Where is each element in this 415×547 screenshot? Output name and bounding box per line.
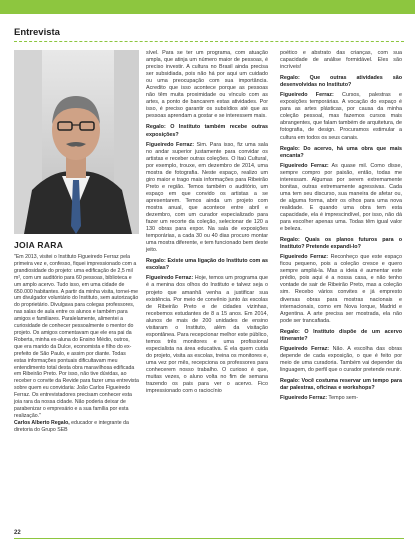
sidebar-box	[14, 240, 139, 434]
interview-question: Regalo: Que outras atividades são desenvolvidas no Instituto?	[280, 75, 402, 89]
interview-question: Regalo: O Instituto dispõe de um acervo itinerante?	[280, 328, 402, 342]
answer-text: Tempo sem-	[327, 395, 359, 402]
sidebar-signature-role: educador e integrante da diretoria do Grupo SEB	[14, 419, 129, 433]
answer-text: sível. Para se ter um programa, com atuação ampla, que atinja um número maior de pessoas, é preciso investir. A cultura no Brasil ainda precisa ser subsidiada, pois não há por aqui um cuidado ou uma preocupação com sua importância. Acredito que isso acontece porque as pessoas não têm muita proximidade ou vínculo com as artes, a ponto de bancarem estas atividades. Por isso, é preciso garantir os subsídios até que as pessoas aprendam a gostar e se interessem mais.	[146, 50, 268, 120]
interview-question: Regalo: Quais os planos futuros para o Instituto? Pretende expandi-lo?	[280, 237, 402, 251]
interview-answer	[280, 395, 402, 402]
interview-answer	[280, 163, 402, 233]
interview-question: Regalo: Do acervo, há uma obra que mais encanta?	[280, 145, 402, 159]
answer-text: As quase mil. Como disse, sempre compro por paixão, então, todas me interessam. Algumas por serem extremamente bonitas, outras extremamente agressivas. Cada uma tem seu discurso, sua maneira de afetar ou, de alguma forma, abrir os olhos para uma nova realidade. E quando uma obra tem esta capacidade, ela é imprescindível, por isso, não dá para escolher apenas uma. Todas têm igual valor e beleza.	[280, 162, 402, 233]
interview-answer	[280, 346, 402, 374]
interview-answer	[146, 142, 268, 255]
speaker-name: Figueiredo Ferraz:	[146, 275, 194, 282]
interview-answer	[280, 92, 402, 141]
answer-text: Sim. Para isso, fiz uma sala no andar superior justamente para convidar os artistas e receber outras coleções. O Itaú Cultural, por exemplo, trouxe, em dezembro de 2014, uma mostra de fotografia. Neste espaço, realizo um giro maior e trago mais informações para Ribeirão Preto e região. Temos também o auditório, um espaço em que convido os artistas a se apresentarem. Temos ainda um projeto com mostra anual, que acontece entre abril e dezembro, com um curador especializado para fazer um recorte da coleção, selecionar de 120 a 130 obras para expor. Na sala de exposições temporárias, a cada 30 ou 40 dias procuro montar uma mostra diferente, e tem funcionado bem deste jeito.	[146, 141, 268, 254]
sidebar-body	[14, 254, 139, 434]
speaker-name: Figueiredo Ferraz:	[280, 254, 329, 261]
interview-question: Regalo: Você costuma reservar um tempo para dar palestras, oficinas e workshops?	[280, 377, 402, 392]
interview-question: Regalo: Existe uma ligação do Instituto com as escolas?	[146, 258, 268, 272]
interview-answer	[146, 50, 268, 120]
speaker-name: Figueiredo Ferraz:	[146, 141, 195, 148]
interview-answer	[280, 50, 402, 71]
page-number: 22	[14, 530, 21, 536]
sidebar-title: JOIA RARA	[14, 240, 64, 250]
article-column-3	[280, 50, 402, 405]
speaker-name: Figueiredo Ferraz:	[280, 395, 328, 402]
footer-divider	[14, 538, 404, 539]
speaker-name: Figueiredo Ferraz:	[280, 345, 330, 352]
answer-text: Reconheço que este espaço ficou pequeno, pois a coleção cresce e quero sempre ampliá-la. Mas a ideia é aumentar este prédio, pois aqui é a nossa casa, e não tenho vontade de sair de Ribeirão Preto, mas a coleção sim. Recebo vários convites e já empresto diversas obras para mostras nacionais e internacionais, como em Nova Iorque, Madrid e Argentina. A arte precisa ser mostrada, ela não pode ser trancafiada.	[280, 254, 402, 324]
answer-text: Hoje, temos um programa que é a menina dos olhos do Instituto e talvez seja o projeto que amanhã venha a justificar sua existência. Por meio de convênio junto às escolas de Ribeirão Preto e de cidades vizinhas, recebemos estudantes de 8 a 15 anos. Em 2014, alunos de mais de 200 unidades de ensino visitaram o Instituto, além da visitação espontânea. Para recepcionar melhor este público, temos três monitores e uma profissional especialista na área educativa. É ela quem cuida do projeto, visita as escolas, treina os monitores e, uma vez por mês, recepciona os professores para conhecerem nosso trabalho. O curioso é que, muitas vezes, o aluno volta no fim de semana trazendo os pais para ver o acervo. Fico impressionado com o raciocínio	[146, 275, 268, 395]
section-title: Entrevista	[14, 27, 60, 38]
top-accent-bar	[0, 0, 415, 14]
article-column-2	[146, 50, 268, 398]
interview-answer	[146, 275, 268, 395]
speaker-name: Figueiredo Ferraz:	[280, 162, 329, 169]
header-divider	[14, 41, 404, 42]
answer-text: poético e abstrato das crianças, com sua capacidade de análise formidável. Eles são incríveis!	[280, 50, 402, 71]
interview-answer	[280, 254, 402, 324]
answer-text: Cursos, palestras e exposições temporárias. A vocação do espaço é para as artes plásticas, por causa da minha coleção pessoal, mas fazemos cursos mais abrangentes, que falam também de arquitetura, de fotografia, de design. Procuramos estimular a cultura em todos os seus canais.	[280, 92, 403, 141]
interview-question: Regalo: O Instituto também recebe outras exposições?	[146, 124, 268, 138]
speaker-name: Figueiredo Ferraz:	[280, 92, 334, 99]
portrait-photo	[14, 50, 139, 234]
answer-text: Não. A escolha das obras depende de cada exposição, o que é feito por meio de uma curadoria. Também vai depender da linguagem, do perfil que o curador pretende reunir.	[280, 345, 402, 373]
sidebar-signature: Carlos Alberto Regalo,	[14, 419, 70, 426]
sidebar-quote: "Em 2013, visitei o Instituto Figueiredo Ferraz pela primeira vez e, confesso, fiquei impressionado com a grandiosidade do projeto: uma edificação de 2,5 mil m², com um auditório para 60 pessoas, biblioteca e um amplo acervo. Tudo isso, em uma cidade de 650.000 habitantes. A partir da minha visita, tornei-me um divulgador voluntário do Instituto, sem autorização do proprietário. Divulgava para colegas professores, nas salas de aula entre os alunos e também para amigos e familiares. Paralelamente, alimentei a curiosidade de conhecer pessoalmente o mentor do projeto. Os amigos comentavam que ele era pai da Roberta, minha ex-aluna do Ensino Médio, outros, que era marido da Dulce, economista e filho do ex-prefeito de São Paulo, e assim por diante. Todas estas informações pontuais dificultavam meu entendimento total desta obra maravilhosa edificada em Ribeirão Preto. Por isso, não tive dúvidas, ao receber o convite da Revide para fazer uma entrevista sobre quem eu convidaria: João Carlos Figueiredo Ferraz. Os entrevistadores precisam conhecer esta joia rara da nossa cidade. Não poderia deixar de parabenizar o empresário e a sua família por esta realização."	[14, 254, 139, 419]
